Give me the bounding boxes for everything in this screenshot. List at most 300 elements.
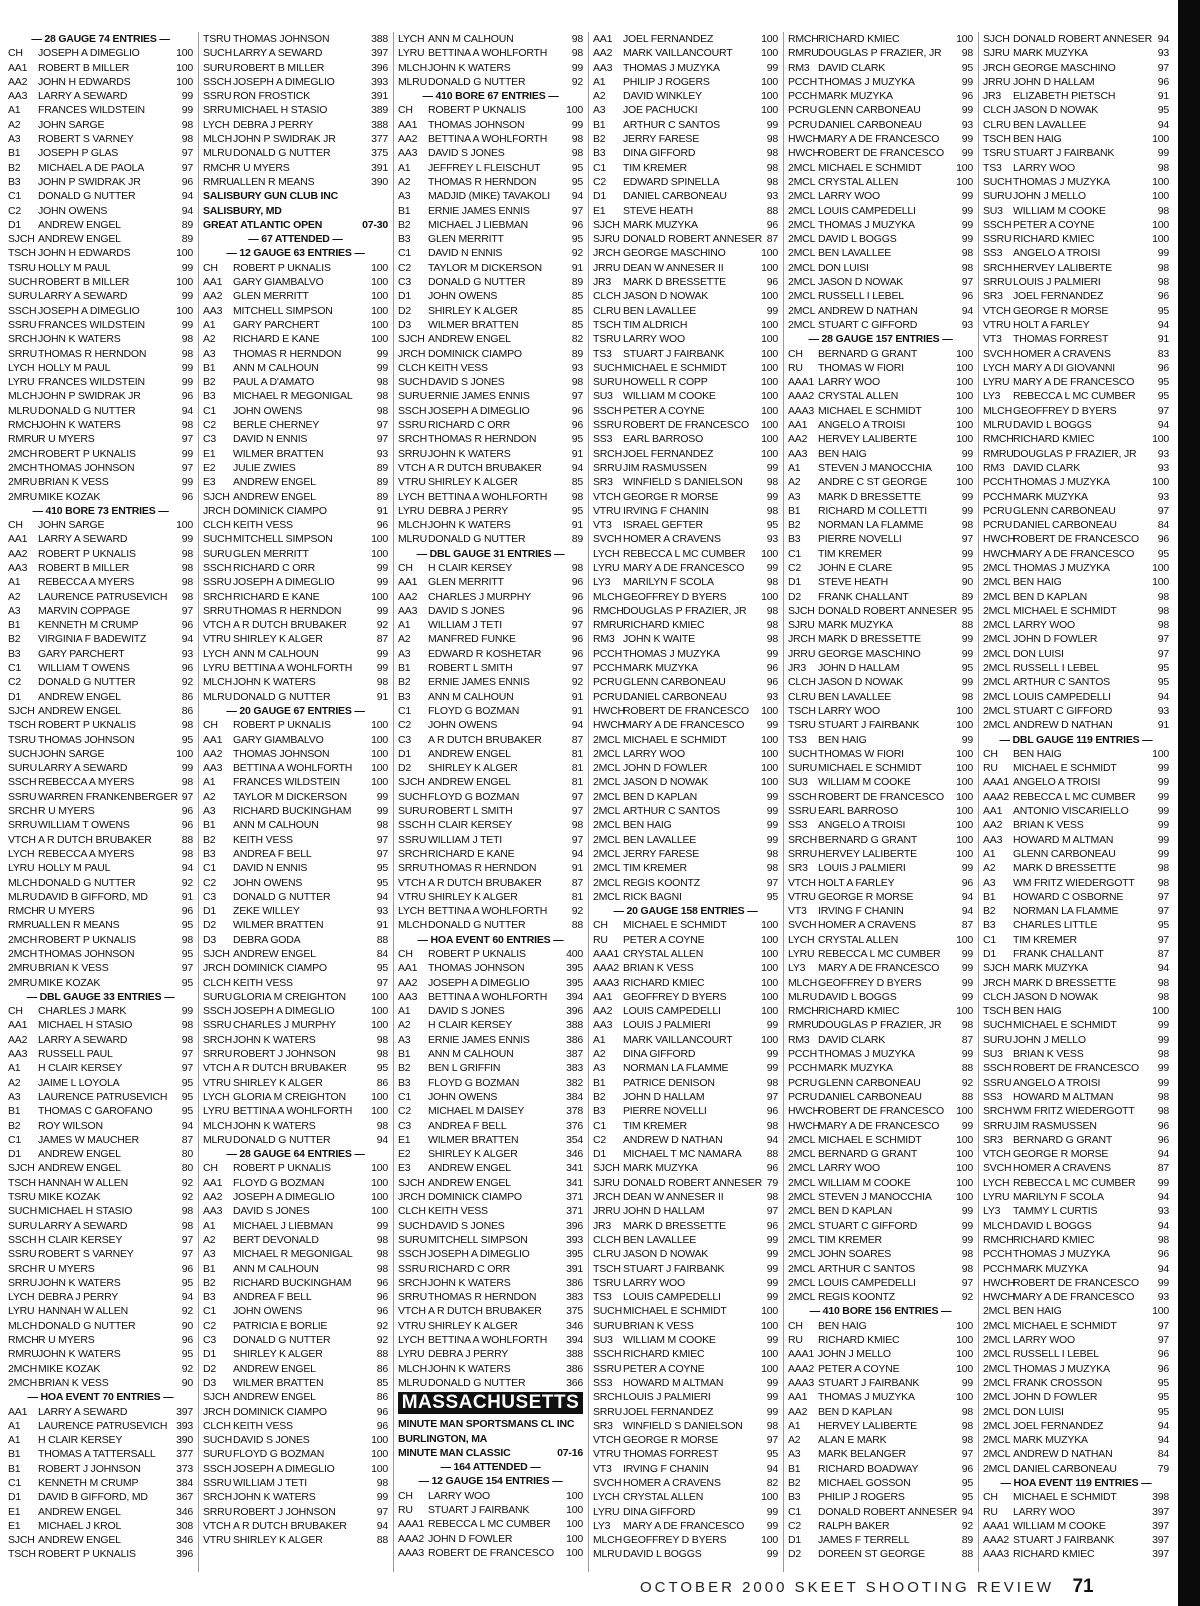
score: 91	[1157, 719, 1169, 732]
result-row	[983, 818, 1169, 832]
score: 98	[181, 419, 193, 432]
shooter-name: ANDREW ENGEL	[38, 690, 121, 703]
shooter-name: BEN HAIG	[1013, 1305, 1062, 1318]
score: 93	[181, 647, 193, 660]
class-code: AA3	[593, 61, 613, 74]
score: 99	[1157, 819, 1169, 832]
shooter-name: JERRY FARESE	[623, 133, 699, 146]
shooter-name: REGIS KOONTZ	[818, 1291, 895, 1304]
class-code: SSCH	[593, 1348, 622, 1361]
result-row	[788, 1090, 973, 1104]
score: 93	[376, 447, 388, 460]
score: 99	[766, 304, 778, 317]
result-row	[788, 1505, 973, 1519]
result-row	[203, 261, 388, 275]
event-heading-text: — 20 GAUGE 67 ENTRIES —	[226, 704, 365, 717]
score: 96	[961, 876, 973, 889]
score: 98	[961, 519, 973, 532]
class-code: SURU	[203, 1448, 232, 1461]
score: 99	[571, 118, 583, 131]
result-row	[593, 818, 778, 832]
class-code: C2	[788, 1519, 802, 1532]
result-row	[398, 775, 583, 789]
score: 98	[961, 1419, 973, 1432]
result-row	[203, 1204, 388, 1218]
shooter-name: BRIAN K VESS	[1013, 1048, 1084, 1061]
score: 99	[961, 733, 973, 746]
score: 95	[1157, 919, 1169, 932]
shooter-name: RICHARD KMIEC	[818, 1334, 900, 1347]
score: 94	[961, 1505, 973, 1518]
shooter-name: THOMAS JOHNSON	[428, 962, 525, 975]
result-row	[593, 661, 778, 675]
score: 389	[371, 104, 388, 117]
class-code: SUCH	[983, 1019, 1012, 1032]
score: 97	[1157, 647, 1169, 660]
score: 83	[1157, 347, 1169, 360]
score: 100	[956, 390, 973, 403]
shooter-name: JOHN D HALLAM	[1013, 75, 1095, 88]
score: 100	[761, 90, 778, 103]
shooter-name: MICHAEL E SCHMIDT	[623, 733, 727, 746]
score: 95	[766, 519, 778, 532]
shooter-name: TIM KREMER	[1013, 933, 1077, 946]
result-row	[788, 861, 973, 875]
class-code: A3	[398, 1033, 411, 1046]
score: 100	[761, 376, 778, 389]
shooter-name: ROBERT L SMITH	[428, 662, 513, 675]
shooter-name: PETER A COYNE	[623, 933, 705, 946]
class-code: 2MCL	[983, 619, 1011, 632]
result-row	[398, 1333, 583, 1347]
shooter-name: WINFIELD S DANIELSON	[623, 476, 743, 489]
shooter-name: LARRY WOO	[818, 1162, 880, 1175]
score: 99	[181, 318, 193, 331]
score: 100	[761, 247, 778, 260]
shooter-name: DONALD G NUTTER	[38, 404, 136, 417]
class-code: 2MCH	[8, 447, 37, 460]
class-code: HWCH	[788, 1119, 820, 1132]
result-row	[203, 1104, 388, 1118]
score: 80	[181, 1148, 193, 1161]
class-code: D1	[8, 690, 22, 703]
score: 99	[181, 476, 193, 489]
result-row	[203, 1304, 388, 1318]
class-code: MLCH	[983, 1219, 1012, 1232]
shooter-name: DONALD G NUTTER	[428, 1376, 526, 1389]
class-code: 2MCL	[983, 1376, 1011, 1389]
shooter-name: MITCHELL SIMPSON	[233, 304, 333, 317]
class-code: AA2	[8, 75, 28, 88]
class-code: HWCH	[593, 719, 625, 732]
shooter-name: DAVID CLARK	[818, 61, 886, 74]
result-row	[593, 1119, 778, 1133]
class-code: MLRU	[398, 75, 427, 88]
score: 397	[176, 1405, 193, 1418]
shooter-name: DAVID S JONES	[428, 147, 505, 160]
class-code: AAA3	[983, 1548, 1010, 1561]
shooter-name: ALLEN R MEANS	[233, 175, 315, 188]
score: 98	[181, 133, 193, 146]
result-row	[203, 1347, 388, 1361]
shooter-name: H CLAIR KERSEY	[428, 561, 513, 574]
result-row	[593, 175, 778, 189]
class-code: JR3	[593, 1219, 612, 1232]
shooter-name: MICHAEL T MC NAMARA	[623, 1148, 742, 1161]
shooter-name: DAVID S JONES	[233, 1434, 310, 1447]
shooter-name: WARREN FRANKENBERGER	[38, 790, 178, 803]
shooter-name: MARK MUZYKA	[818, 90, 893, 103]
class-code: AA1	[8, 533, 28, 546]
result-row	[398, 618, 583, 632]
class-code: A3	[8, 1090, 21, 1103]
class-code: B1	[593, 1076, 606, 1089]
class-code: A1	[398, 1005, 411, 1018]
class-code: 2MCH	[8, 1376, 37, 1389]
class-code: 2MCL	[593, 862, 621, 875]
score: 87	[1157, 1162, 1169, 1175]
shooter-name: DON LUISI	[1013, 1405, 1064, 1418]
score: 88	[376, 1348, 388, 1361]
score: 93	[1157, 461, 1169, 474]
class-code: B1	[8, 1105, 21, 1118]
shooter-name: MICHAEL E SCHMIDT	[623, 1305, 727, 1318]
result-row	[398, 833, 583, 847]
result-row	[203, 1362, 388, 1376]
class-code: JRCH	[983, 976, 1011, 989]
shooter-name: GEOFFREY D BYERS	[1013, 404, 1117, 417]
score: 396	[566, 1005, 583, 1018]
class-code: RM3	[593, 633, 615, 646]
score: 98	[961, 1434, 973, 1447]
score: 92	[376, 619, 388, 632]
score: 94	[961, 890, 973, 903]
class-code: A1	[8, 104, 21, 117]
result-row	[8, 904, 193, 918]
class-code: LYCH	[983, 1176, 1010, 1189]
class-code: MLRU	[8, 890, 37, 903]
score: 99	[1157, 847, 1169, 860]
result-row	[8, 1462, 193, 1476]
shooter-name: STEVE HEATH	[818, 576, 888, 589]
class-code: AA3	[8, 90, 28, 103]
score: 97	[1157, 404, 1169, 417]
score: 98	[961, 1248, 973, 1261]
shooter-name: THOMAS JOHNSON	[38, 948, 135, 960]
score: 94	[571, 461, 583, 474]
class-code: LYCH	[203, 647, 230, 660]
result-row	[983, 304, 1169, 318]
shooter-name: TIM ALDRICH	[623, 318, 688, 331]
class-code: AA2	[203, 290, 223, 303]
score: 98	[181, 118, 193, 131]
shooter-name: STEVEN J MANOCCHIA	[818, 461, 932, 474]
class-code: 2MCL	[788, 1148, 816, 1161]
score: 386	[566, 1276, 583, 1289]
class-code: B3	[593, 147, 606, 160]
score: 99	[961, 1205, 973, 1218]
score: 94	[181, 633, 193, 646]
shooter-name: JAIME L LOYOLA	[38, 1076, 120, 1089]
class-code: SRRU	[983, 276, 1012, 289]
result-row	[398, 146, 583, 160]
result-row	[8, 347, 193, 361]
score: 94	[1157, 1191, 1169, 1204]
class-code: B1	[8, 1448, 21, 1461]
class-code: RMRU	[8, 433, 39, 446]
class-code: TSRU	[8, 733, 36, 746]
result-row	[983, 847, 1169, 861]
class-code: D1	[8, 218, 22, 231]
result-row	[788, 318, 973, 332]
class-code: LYRU	[8, 862, 35, 875]
shooter-name: GLENN CARBONEAU	[818, 104, 921, 117]
result-row	[983, 189, 1169, 203]
class-code: LYRU	[983, 376, 1010, 389]
result-row	[788, 632, 973, 646]
result-row	[788, 1519, 973, 1533]
score: 99	[961, 147, 973, 160]
score: 383	[566, 1291, 583, 1304]
result-row	[983, 947, 1169, 961]
result-row	[788, 404, 973, 418]
class-code: RMCH	[8, 1334, 39, 1347]
result-row	[8, 1533, 193, 1547]
shooter-name: WILLIAM J TETI	[428, 619, 503, 632]
class-code: 2MCL	[983, 561, 1011, 574]
class-code: B2	[8, 161, 21, 174]
shooter-name: THOMAS J MUZYKA	[1013, 1248, 1110, 1261]
shooter-name: STEVE HEATH	[623, 204, 693, 217]
shooter-name: ANDREW ENGEL	[38, 704, 121, 717]
result-row	[593, 1204, 778, 1218]
score: 100	[1152, 433, 1169, 446]
result-row	[203, 1319, 388, 1333]
score: 100	[956, 719, 973, 732]
shooter-name: WILLIAM M COOKE	[818, 1176, 911, 1189]
result-row	[788, 475, 973, 489]
class-code: AA3	[398, 990, 418, 1003]
score: 94	[1157, 419, 1169, 432]
result-row	[593, 590, 778, 604]
class-code: AA3	[203, 1205, 223, 1218]
score: 98	[1157, 1233, 1169, 1246]
result-row	[8, 461, 193, 475]
class-code: VTRU	[788, 890, 816, 903]
shooter-name: DOMINICK CIAMPO	[233, 504, 327, 517]
score: 87	[961, 1033, 973, 1046]
score: 99	[766, 1291, 778, 1304]
shooter-name: MIKE KOZAK	[38, 976, 101, 989]
class-code: PCRU	[593, 676, 622, 689]
class-code: B1	[203, 361, 216, 374]
result-row	[983, 1133, 1169, 1147]
class-code: CLRU	[788, 690, 816, 703]
class-code: VTCH	[398, 876, 426, 889]
shooter-name: DOUGLAS P FRAZIER, JR	[818, 1019, 942, 1032]
score: 100	[761, 104, 778, 117]
score: 84	[1157, 1448, 1169, 1461]
result-row	[203, 604, 388, 618]
class-code: SJRU	[983, 47, 1010, 60]
result-row	[983, 61, 1169, 75]
result-row	[398, 75, 583, 89]
class-code: RMCH	[983, 433, 1014, 446]
shooter-name: MITCHELL SIMPSON	[428, 1233, 528, 1246]
class-code: D2	[398, 304, 412, 317]
result-row	[788, 261, 973, 275]
class-code: LYRU	[593, 561, 620, 574]
result-row	[983, 604, 1169, 618]
class-code: A2	[203, 333, 216, 346]
result-row	[8, 1447, 193, 1461]
shooter-name: BEN HAIG	[623, 819, 672, 832]
shooter-name: ROBERT DE FRANCESCO	[1013, 1062, 1139, 1075]
score: 100	[956, 933, 973, 946]
shooter-name: GARY PARCHERT	[233, 318, 320, 331]
event-heading	[398, 89, 583, 103]
result-row	[593, 275, 778, 289]
score: 96	[766, 218, 778, 231]
result-row	[983, 103, 1169, 117]
shooter-name: MICHAEL E SCHMIDT	[1013, 1319, 1117, 1332]
class-code: HWCH	[788, 1105, 820, 1118]
score: 96	[1157, 361, 1169, 374]
class-code: C1	[788, 547, 802, 560]
class-code: SSCH	[8, 776, 37, 789]
class-code: PCCH	[788, 75, 817, 88]
club-info-line	[398, 1432, 583, 1446]
class-code: D2	[788, 1548, 802, 1561]
class-code: LYRU	[983, 1191, 1010, 1204]
shooter-name: R U MYERS	[38, 1334, 95, 1347]
result-row	[398, 246, 583, 260]
result-row	[983, 1061, 1169, 1075]
class-code: VT3	[788, 905, 807, 918]
result-row	[788, 32, 973, 46]
result-row	[398, 504, 583, 518]
class-code: 2MCH	[8, 948, 37, 960]
result-row	[203, 1333, 388, 1347]
class-code: RMRU	[8, 919, 39, 932]
result-row	[593, 1104, 778, 1118]
result-row	[983, 590, 1169, 604]
class-code: 2MCL	[983, 1362, 1011, 1375]
class-code: CLCH	[398, 361, 426, 374]
result-row	[203, 375, 388, 389]
score: 99	[766, 1062, 778, 1075]
score: 87	[571, 733, 583, 746]
score: 95	[1157, 390, 1169, 403]
class-code: HWCH	[788, 133, 820, 146]
result-row	[983, 675, 1169, 689]
shooter-name: WILMER BRATTEN	[428, 318, 519, 331]
shooter-name: THOMAS JOHNSON	[428, 118, 525, 131]
shooter-name: MICHAEL GOSSON	[818, 1476, 911, 1489]
score: 94	[571, 719, 583, 732]
score: 98	[181, 776, 193, 789]
result-row	[983, 1047, 1169, 1061]
score: 94	[181, 1119, 193, 1132]
shooter-name: JERRY FARESE	[623, 847, 699, 860]
class-code: PCCH	[983, 490, 1012, 503]
score: 373	[176, 1462, 193, 1475]
score: 96	[571, 218, 583, 231]
result-row	[983, 747, 1169, 761]
result-row	[8, 1362, 193, 1376]
score: 97	[1157, 1334, 1169, 1347]
class-code: SURU	[8, 1219, 37, 1232]
class-code: 2MRU	[8, 976, 37, 989]
result-row	[983, 261, 1169, 275]
shooter-name: JASON D NOWAK	[623, 290, 709, 303]
score: 100	[761, 990, 778, 1003]
shooter-name: RICHARD KMIEC	[623, 1348, 705, 1361]
shooter-name: RUSSELL I LEBEL	[1013, 1348, 1099, 1361]
shooter-name: H CLAIR KERSEY	[38, 1233, 123, 1246]
class-code: C1	[203, 1305, 217, 1318]
class-code: SSRU	[203, 1476, 232, 1489]
class-code: TSRU	[8, 261, 36, 274]
class-code: AAA3	[398, 1546, 425, 1559]
class-code: B3	[203, 390, 216, 403]
score: 100	[761, 547, 778, 560]
result-row	[593, 618, 778, 632]
class-code: A3	[8, 133, 21, 146]
score: 99	[961, 447, 973, 460]
result-row	[8, 775, 193, 789]
shooter-name: ARTHUR C SANTOS	[623, 118, 720, 131]
shooter-name: JOSEPH A DIMEGLIO	[233, 1005, 335, 1018]
score: 98	[376, 1262, 388, 1275]
class-code: HWCH	[983, 533, 1015, 546]
result-row	[398, 561, 583, 575]
score: 100	[1152, 1005, 1169, 1018]
result-row	[398, 1362, 583, 1376]
result-row	[593, 1490, 778, 1504]
class-code: A3	[593, 104, 606, 117]
shooter-name: LARRY WOO	[1013, 161, 1075, 174]
shooter-name: ROBERT DE FRANCESCO	[818, 147, 944, 160]
score: 100	[761, 390, 778, 403]
shooter-name: JOEL FERNANDEZ	[1013, 1419, 1104, 1432]
class-code: SJCH	[398, 776, 425, 789]
shooter-name: MARK MUZYKA	[1013, 962, 1088, 975]
shooter-name: RICHARD KMIEC	[1013, 233, 1095, 246]
class-code: A2	[8, 118, 21, 131]
score: 95	[571, 233, 583, 246]
class-code: SJRU	[788, 619, 815, 632]
score: 100	[371, 719, 388, 732]
shooter-name: ANDREW ENGEL	[233, 1391, 316, 1404]
result-row	[593, 347, 778, 361]
score: 96	[181, 390, 193, 403]
shooter-name: KENNETH M CRUMP	[38, 1476, 139, 1489]
shooter-name: FRANCES WILDSTEIN	[38, 318, 145, 331]
shooter-name: ANDREW ENGEL	[233, 948, 316, 960]
result-row	[398, 1276, 583, 1290]
class-code: AA2	[203, 747, 223, 760]
score: 95	[961, 1491, 973, 1504]
shooter-name: HOMER A CRAVENS	[623, 1476, 721, 1489]
shooter-name: LOUIS J PALMIERI	[1013, 276, 1101, 289]
score: 100	[956, 776, 973, 789]
club-info-line	[398, 1417, 583, 1431]
score: 100	[371, 1176, 388, 1189]
shooter-name: BEN LAVALLEE	[1013, 118, 1087, 131]
shooter-name: ANDREW ENGEL	[38, 1534, 121, 1547]
class-code: 2MCL	[983, 1448, 1011, 1461]
